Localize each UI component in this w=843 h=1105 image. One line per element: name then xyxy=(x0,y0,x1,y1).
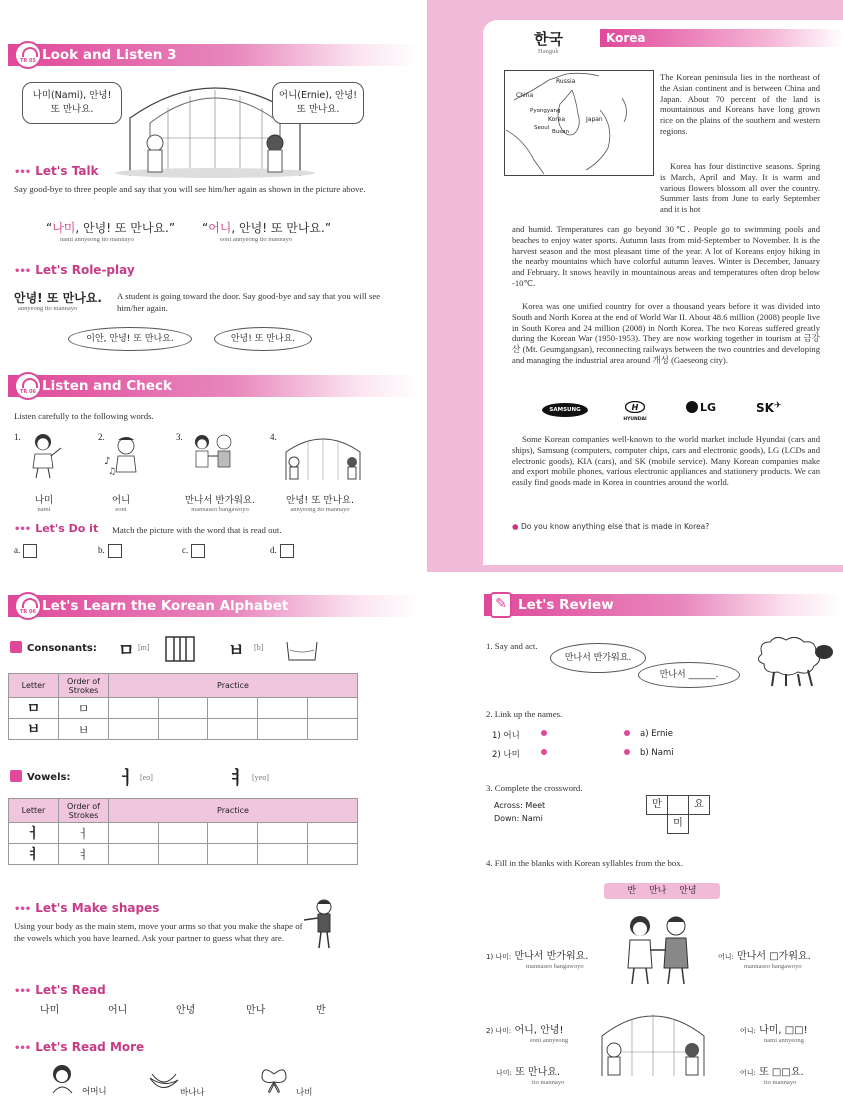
svg-text:H: H xyxy=(631,403,639,412)
col-letter: Letter xyxy=(9,799,59,823)
q4-1-right-rom: mannaseo bangawoyo xyxy=(744,963,802,970)
svg-text:♫: ♫ xyxy=(108,467,117,477)
q4-3-left: 나미: 또 만나요. xyxy=(496,1067,561,1078)
q1-bubble-1: 만나서 반가워요. xyxy=(550,643,646,673)
map-label-russia: Russia xyxy=(556,78,576,85)
do-it-instruction: Match the picture with the word that is read out. xyxy=(112,525,282,535)
listen-item-4-num: 4. xyxy=(270,432,277,442)
sheep-illustration xyxy=(742,632,842,688)
practice-cell[interactable] xyxy=(109,698,159,719)
sk-logo: SK✈ xyxy=(756,401,782,415)
read-more-word-3: 나비 xyxy=(296,1088,313,1098)
consonant-practice-table xyxy=(8,673,358,740)
map-label-japan: Japan xyxy=(586,116,603,123)
letter-cell: ㅁ xyxy=(9,698,59,719)
listen-item-1-word: 나미 xyxy=(34,495,54,506)
col-practice: Practice xyxy=(109,799,358,823)
read-word-3: 안녕 xyxy=(176,1005,196,1016)
lets-talk-heading: ••• Let's Talk xyxy=(14,164,99,178)
door-review-illustration xyxy=(592,1002,714,1078)
practice-cell[interactable] xyxy=(158,698,208,719)
listen-item-2-word: 어니 xyxy=(111,495,131,506)
stroke-order-cell: ㅂ xyxy=(59,719,109,740)
q2-right-1: a) Ernie xyxy=(640,729,673,739)
vowels-label: Vowels: xyxy=(10,770,70,783)
roleplay-phrase: 안녕! 또 만나요. xyxy=(14,291,102,305)
consonants-label: Consonants: xyxy=(10,641,97,654)
col-strokes: Order of Strokes xyxy=(59,674,109,698)
read-more-heading: ••• Let's Read More xyxy=(14,1040,145,1054)
lets-read-heading: ••• Let's Read xyxy=(14,983,106,997)
read-word-1: 나미 xyxy=(40,1005,60,1016)
alphabet-title: Let's Learn the Korean Alphabet xyxy=(42,598,289,614)
stroke-order-cell: ㅕ xyxy=(59,844,109,865)
shapes-instruction: Using your body as the main stem, move your arms so that you make the shape of the vowels which you have learned. Ask your partner to guess what they are. xyxy=(14,921,303,943)
review-q3: 3. Complete the crossword. xyxy=(486,783,583,793)
kids-handshake-illustration xyxy=(618,912,698,986)
korea-title-korean: 한국 xyxy=(534,30,563,48)
practice-cell[interactable] xyxy=(258,823,308,844)
crossword-cell-blank[interactable] xyxy=(667,795,689,815)
q4-2-left-rom: eoni annyeong xyxy=(530,1037,569,1044)
talk-phrase-2-rom: eoni annyeong tto mannayo xyxy=(220,236,293,243)
korea-map xyxy=(504,70,654,176)
lg-circle-icon xyxy=(686,401,698,413)
listen-item-3-word: 만나서 반가워요. xyxy=(184,495,256,506)
korea-title-rom: Hanguk xyxy=(538,48,559,55)
samsung-logo: SAMSUNG xyxy=(542,403,588,417)
read-more-word-2: 바나나 xyxy=(180,1088,205,1098)
roleplay-bubble-1: 이안, 안녕! 또 만나요. xyxy=(68,327,192,351)
read-word-2: 어니 xyxy=(108,1005,128,1016)
korea-para-4: Some Korean companies well-known to the world market include Hyundai (cars and ships), Samsung (computers, computer chips, cars and electronic goods), LG (LCDs and electronic goods), KIA (cars), and SK (mobile service). Many Korean companies make and export mobile phones, various electronic appliances and stationery products. We can easily find goods made in Korea in countries around the world. xyxy=(512,434,820,488)
q1-bubble-2: 만나서 ______. xyxy=(638,662,740,688)
bubble-ernie: 어니(Ernie), 안녕! 또 만나요. xyxy=(272,82,364,124)
review-title: Let's Review xyxy=(518,597,614,613)
bubble-nami: 나미(Nami), 안녕! 또 만나요. xyxy=(22,82,122,124)
q2-left-2: 2) 나미 xyxy=(492,750,520,760)
talk-phrase-2: “어니, 안녕! 또 만나요.” xyxy=(202,221,332,235)
q4-word-box: 반 만나 안녕 xyxy=(604,883,720,899)
consonant-2-sound: [b] xyxy=(254,643,264,652)
korea-title-english: Korea xyxy=(600,29,843,47)
checkbox-a[interactable] xyxy=(23,544,37,558)
read-word-4: 만나 xyxy=(246,1005,266,1016)
col-strokes: Order of Strokes xyxy=(59,799,109,823)
practice-cell[interactable] xyxy=(307,844,357,865)
link-dot-right-1[interactable] xyxy=(624,730,630,736)
practice-cell[interactable] xyxy=(258,844,308,865)
review-q1: 1. Say and act. xyxy=(486,641,538,651)
listen-item-4-word: 안녕! 또 만나요. xyxy=(286,495,354,506)
link-dot-left-2[interactable] xyxy=(541,749,547,755)
vowel-practice-table xyxy=(8,798,358,865)
sk-butterfly-icon: ✈ xyxy=(773,401,782,411)
read-more-word-1: 어머니 xyxy=(82,1087,107,1097)
q4-2-right-rom: nami annyeong xyxy=(764,1037,804,1044)
practice-cell[interactable] xyxy=(307,823,357,844)
table-row xyxy=(9,698,358,719)
review-q2: 2. Link up the names. xyxy=(486,709,563,719)
door-small-illustration xyxy=(278,430,368,482)
checkbox-d[interactable] xyxy=(280,544,294,558)
q4-1-left: 1) 나미: 만나서 반가워요. xyxy=(486,951,589,962)
listen-check-title: Listen and Check xyxy=(42,378,172,394)
korea-para-3: Korea was one unified country for over a thousand years before it was divided into South and North Korea at the end of World War II. About 48.6 million (2008) people live in South Korea and 24 million (2008) in North Korea. The two Koreas suffered greatly during the Korean War (1950-1953). They are now working together in tourism at 금강산 (Mt. Geumgangsan), reconnecting railways between the two countries and developing and managing the industrial area around 개성 (Gaeseong city). xyxy=(512,301,820,365)
q4-2-right: 어니: 나미, □□! xyxy=(740,1025,808,1036)
choice-b: b. xyxy=(98,544,122,558)
letter-cell: ㅓ xyxy=(9,823,59,844)
practice-cell[interactable] xyxy=(158,844,208,865)
make-shapes-heading: ••• Let's Make shapes xyxy=(14,901,160,915)
q4-3-right-rom: tto mannayo xyxy=(764,1079,797,1086)
consonant-1-sound: [m] xyxy=(138,643,150,652)
stroke-order-cell: ㅓ xyxy=(59,823,109,844)
korea-para-2-narrow: Korea has four distinctive seasons. Spring is March, April and May. It is warm and various flowers blossom all over the country. Summer lasts from June to early September and it is hot xyxy=(660,161,820,215)
practice-cell[interactable] xyxy=(258,698,308,719)
korea-para-2-wide: and humid. Temperatures can go beyond 30℃. People go to swimming pools and beaches to enjoy water sports. Autumn lasts from mid-September to November. It is the harvest season and the most pleasant time of the year. A lot of Koreans enjoy hiking in the nearby mountains which have colorful autumn leaves. Winter is December, January and February. It snows heavily in mountainous areas and temperatures often drop below -10℃. xyxy=(512,224,820,288)
read-word-5: 반 xyxy=(316,1005,326,1016)
vowel-1-sound: [eo] xyxy=(140,773,153,782)
cd-icon: TR 06 xyxy=(14,372,42,400)
q2-right-2: b) Nami xyxy=(640,748,674,758)
q4-2-left: 2) 나미: 어니, 안녕! xyxy=(486,1025,564,1036)
practice-cell[interactable] xyxy=(307,698,357,719)
q2-left-1: 1) 어니 xyxy=(492,731,520,741)
choice-a: a. xyxy=(14,544,37,558)
consonant-box-icon xyxy=(10,641,22,653)
banana-illustration xyxy=(148,1070,180,1096)
korea-para-1: The Korean peninsula lies in the northeast of the Asian continent and is between China and Japan. About 70 percent of the land is mountainous and Koreans have long grown rice on the plains of the southern and western regions. xyxy=(660,72,820,136)
practice-cell[interactable] xyxy=(307,719,357,740)
hyundai-h-icon xyxy=(625,401,645,413)
q3-down: Down: Nami xyxy=(494,814,543,823)
talk-phrase-1: “나미, 안녕! 또 만나요.” xyxy=(46,221,176,235)
col-letter: Letter xyxy=(9,674,59,698)
practice-cell[interactable] xyxy=(109,844,159,865)
col-practice: Practice xyxy=(109,674,358,698)
checkbox-b[interactable] xyxy=(108,544,122,558)
choice-c: c. xyxy=(182,544,205,558)
listen-check-header xyxy=(8,375,418,397)
talk-phrase-1-rom: nami annyeong tto mannayo xyxy=(60,236,134,243)
review-q4: 4. Fill in the blanks with Korean syllables from the box. xyxy=(486,858,683,868)
talk-instruction: Say good-bye to three people and say that you will see him/her again as shown in the picture above. xyxy=(14,184,366,194)
practice-cell[interactable] xyxy=(158,719,208,740)
crossword-cell-3: 미 xyxy=(667,814,689,834)
link-dot-left-1[interactable] xyxy=(541,730,547,736)
listen-item-1-num: 1. xyxy=(14,432,21,442)
map-label-busan: Busan xyxy=(552,129,569,135)
roleplay-bubble-2: 안녕! 또 만나요. xyxy=(214,327,312,351)
practice-cell[interactable] xyxy=(109,823,159,844)
alphabet-header xyxy=(8,595,418,617)
review-header xyxy=(484,594,843,616)
butterfly-illustration xyxy=(258,1066,290,1096)
cd-icon: TR 05 xyxy=(14,41,42,69)
lets-do-it-heading: ••• Let's Do it xyxy=(14,522,99,535)
listen-item-2-rom: eoni xyxy=(115,506,127,513)
consonant-1: ㅁ xyxy=(118,641,135,661)
lets-roleplay-heading: ••• Let's Role-play xyxy=(14,263,135,277)
look-listen-header xyxy=(8,44,418,66)
q4-1-left-rom: mannaseo bangawoyo xyxy=(526,963,584,970)
practice-cell[interactable] xyxy=(258,719,308,740)
vowel-2-sound: [yeo] xyxy=(252,773,269,782)
choice-d: d. xyxy=(270,544,294,558)
practice-cell[interactable] xyxy=(208,823,258,844)
bullet-icon: ● xyxy=(512,522,521,531)
svg-text:♪: ♪ xyxy=(104,456,111,467)
practice-cell[interactable] xyxy=(208,719,258,740)
kids-greeting-illustration xyxy=(188,432,238,480)
crossword-cell-2: 요 xyxy=(688,795,710,815)
listen-item-3-rom: mannaseo bangawoyo xyxy=(191,506,249,513)
vowel-2: ㅕ xyxy=(228,768,246,789)
table-row xyxy=(9,823,358,844)
hyundai-logo: H HYUNDAI xyxy=(623,403,647,422)
practice-cell[interactable] xyxy=(208,844,258,865)
table-row xyxy=(9,844,358,865)
mother-illustration xyxy=(48,1063,78,1095)
q4-1-right: 어니: 만나서 □가워요. xyxy=(718,951,811,962)
listen-item-3-num: 3. xyxy=(176,432,183,442)
checkbox-c[interactable] xyxy=(191,544,205,558)
map-label-seoul: Seoul xyxy=(534,125,550,131)
listen-item-2-num: 2. xyxy=(98,432,105,442)
link-dot-right-2[interactable] xyxy=(624,749,630,755)
vowel-1: ㅓ xyxy=(118,768,136,789)
kid-nami-illustration xyxy=(25,432,65,480)
kid-eoni-illustration xyxy=(102,434,148,480)
consonant-2: ㅂ xyxy=(228,641,245,661)
letter-cell: ㅕ xyxy=(9,844,59,865)
listen-item-4-rom: annyeong tto mannayo xyxy=(290,506,350,513)
letter-cell: ㅂ xyxy=(9,719,59,740)
q4-3-right: 어니: 또 □□요. xyxy=(740,1067,804,1078)
vowel-box-icon xyxy=(10,770,22,782)
practice-cell[interactable] xyxy=(109,719,159,740)
crossword-cell-1: 만 xyxy=(646,795,668,815)
korea-question: ● Do you know anything else that is made in Korea? xyxy=(512,522,710,531)
table-row xyxy=(9,719,358,740)
cd-icon: TR 06 xyxy=(14,592,42,620)
lg-logo: LG xyxy=(686,401,716,414)
book-illustration xyxy=(162,635,198,663)
map-label-china: China xyxy=(516,92,534,99)
bowl-illustration xyxy=(284,638,320,664)
map-label-korea: Korea xyxy=(548,116,566,123)
look-listen-title: Look and Listen 3 xyxy=(42,47,177,63)
q3-across: Across: Meet xyxy=(494,801,546,810)
kid-pointing-illustration xyxy=(300,898,340,950)
q4-3-left-rom: tto mannayo xyxy=(532,1079,565,1086)
roleplay-rom: annyeong tto mannayo xyxy=(18,305,78,312)
listen-item-1-rom: nami xyxy=(37,506,51,513)
map-label-pyongyang: Pyongyang xyxy=(530,108,561,114)
pencil-icon: ✎ xyxy=(490,592,512,618)
roleplay-instruction: A student is going toward the door. Say good-bye and say that you will see him/her again. xyxy=(117,291,381,313)
practice-cell[interactable] xyxy=(208,698,258,719)
practice-cell[interactable] xyxy=(158,823,208,844)
stroke-order-cell: ㅁ xyxy=(59,698,109,719)
listen-instruction: Listen carefully to the following words. xyxy=(14,411,154,421)
